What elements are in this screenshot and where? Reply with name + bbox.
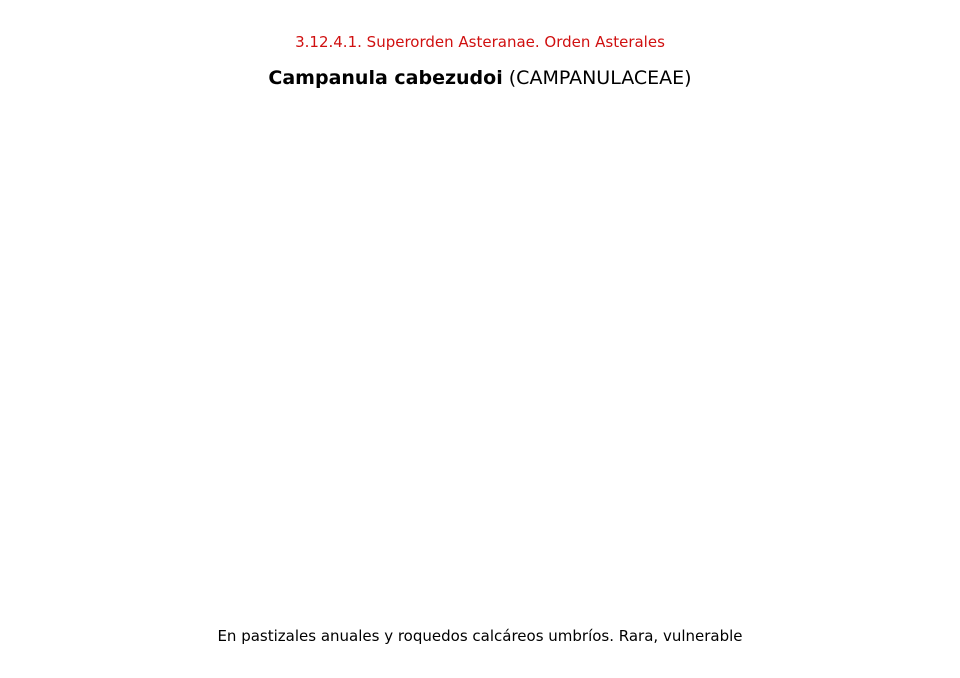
section-number: 3.12.4.1. [295, 33, 362, 51]
species-family: (CAMPANULACEAE) [508, 67, 692, 89]
section-heading [0, 32, 960, 52]
species-name: Campanula cabezudoi [268, 67, 503, 89]
species-image-area [150, 105, 810, 605]
section-title: Superorden Asteranae. Orden Asterales [366, 33, 665, 51]
species-title [0, 65, 960, 91]
habitat-caption: En pastizales anuales y roquedos calcáreos umbríos. Rara, vulnerable [217, 627, 743, 645]
